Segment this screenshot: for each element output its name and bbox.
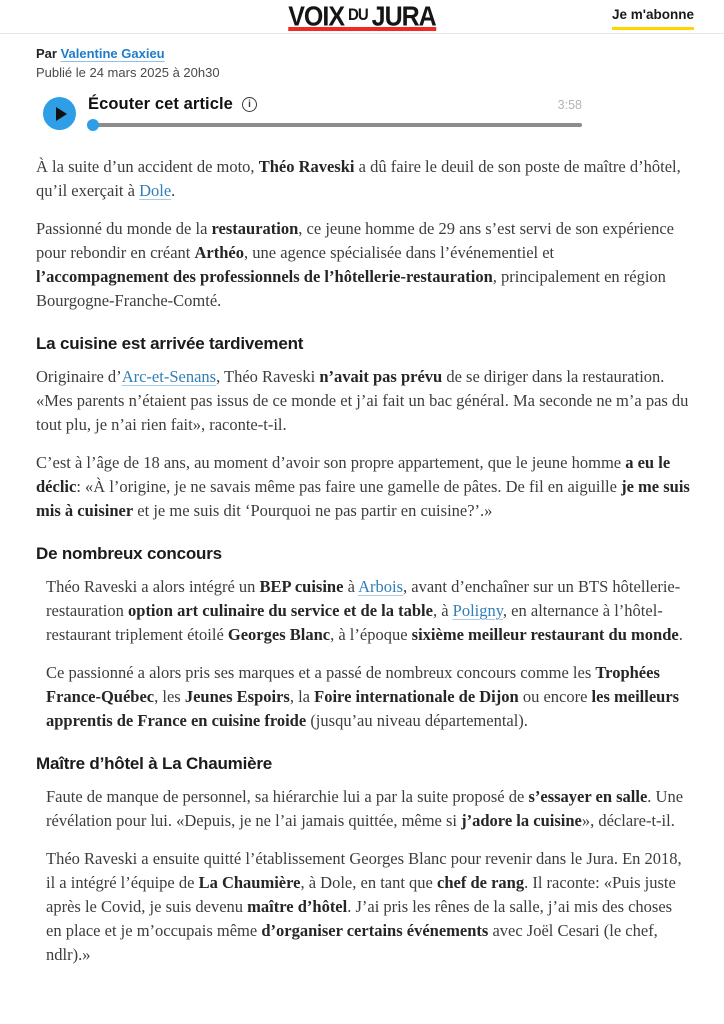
article-link[interactable]: Arc-et-Senans (121, 367, 217, 386)
site-logo[interactable] (288, 0, 436, 33)
section-heading: Maître d’hôtel à La Chaumière (36, 754, 273, 773)
info-icon[interactable]: i (242, 97, 257, 112)
author-link[interactable]: Valentine Gaxieu (60, 46, 165, 61)
article-paragraph: Théo Raveski a ensuite quitté l’établissement Georges Blanc pour revenir dans le Jura. En 2018, il a intégré l’équipe de La Chaumière, à Dole, en tant que chef de rang. Il raconte: «Puis juste après le Covid, je suis devenu maître d’hôtel. J’ai pris les rênes de la salle, j’ai mis des choses en place et je m’occupais même d’organiser certains événements avec Joël Cesari (le chef, ndlr).» (46, 849, 682, 964)
logo-word-jura: JURA (371, 0, 436, 33)
byline (36, 46, 688, 80)
article-paragraph: C’est à l’âge de 18 ans, au moment d’avoir son propre appartement, que le jeune homme a eu le déclic: «À l’origine, je ne savais même pas faire une gamelle de pâtes. De fil en aiguille je me suis mis à cuisiner et je me suis dit ‘Pourquoi ne pas partir en cuisine?’.» (36, 453, 690, 520)
subscribe-button[interactable]: Je m'abonne (612, 7, 694, 30)
player-title: Écouter cet article (88, 95, 233, 113)
audio-player (43, 95, 582, 130)
logo-word-du: DU (348, 5, 368, 25)
article-paragraph: Passionné du monde de la restauration, ce jeune homme de 29 ans s’est servi de son expérience pour rebondir en créant Arthéo, une agence spécialisée dans l’événementiel et l’accompagnement des professionnels de l’hôtellerie-restauration, principalement en région Bourgogne-Franche-Comté. (36, 219, 674, 310)
article-paragraph: Théo Raveski a alors intégré un BEP cuisine à Arbois, avant d’enchaîner sur un BTS hôtellerie-restauration option art culinaire du service et de la table, à Poligny, en alternance à l’hôtel-restaurant triplement étoilé Georges Blanc, à l’époque sixième meilleur restaurant du monde. (46, 577, 683, 644)
progress-handle[interactable] (87, 119, 99, 131)
player-main (88, 95, 582, 127)
byline-author-row (36, 46, 688, 61)
logo-word-voix: VOIX (288, 0, 344, 33)
section-heading: La cuisine est arrivée tardivement (36, 334, 304, 353)
article-link[interactable]: Poligny (452, 601, 503, 620)
article-link[interactable]: Dole (139, 181, 172, 200)
article-paragraph: Originaire d’Arc-et-Senans, Théo Raveski n’avait pas prévu de se diriger dans la restauration. «Mes parents n’étaient pas issus de ce monde et j’ai fait un bac général. Ma seconde ne m’a pas du tout plu, je n’ai rien fait», raconte-t-il. (36, 367, 689, 434)
player-duration: 3:58 (557, 97, 582, 112)
publish-date: Publié le 24 mars 2025 à 20h30 (36, 65, 220, 80)
play-icon (56, 107, 67, 121)
article-paragraph: Faute de manque de personnel, sa hiérarchie lui a par la suite proposé de s’essayer en salle. Une révélation pour lui. «Depuis, je ne l’ai jamais quittée, même si j’adore la cuisine», déclare-t-il. (46, 787, 684, 830)
player-head (88, 95, 582, 114)
article-body (36, 155, 690, 967)
article-link[interactable]: Arbois (358, 577, 404, 596)
article-paragraph: À la suite d’un accident de moto, Théo Raveski a dû faire le deuil de son poste de maître d’hôtel, qu’il exerçait à Dole. (36, 157, 681, 200)
article-paragraph: Ce passionné a alors pris ses marques et a passé de nombreux concours comme les Trophées France-Québec, les Jeunes Espoirs, la Foire internationale de Dijon ou encore les meilleurs apprentis de France en cuisine froide (jusqu’au niveau départemental). (46, 663, 680, 730)
logo-text (288, 0, 436, 33)
section-heading: De nombreux concours (36, 544, 222, 563)
byline-prefix: Par (36, 46, 61, 61)
progress-bar[interactable] (88, 123, 582, 127)
site-header (0, 0, 724, 34)
play-button[interactable] (43, 97, 76, 130)
